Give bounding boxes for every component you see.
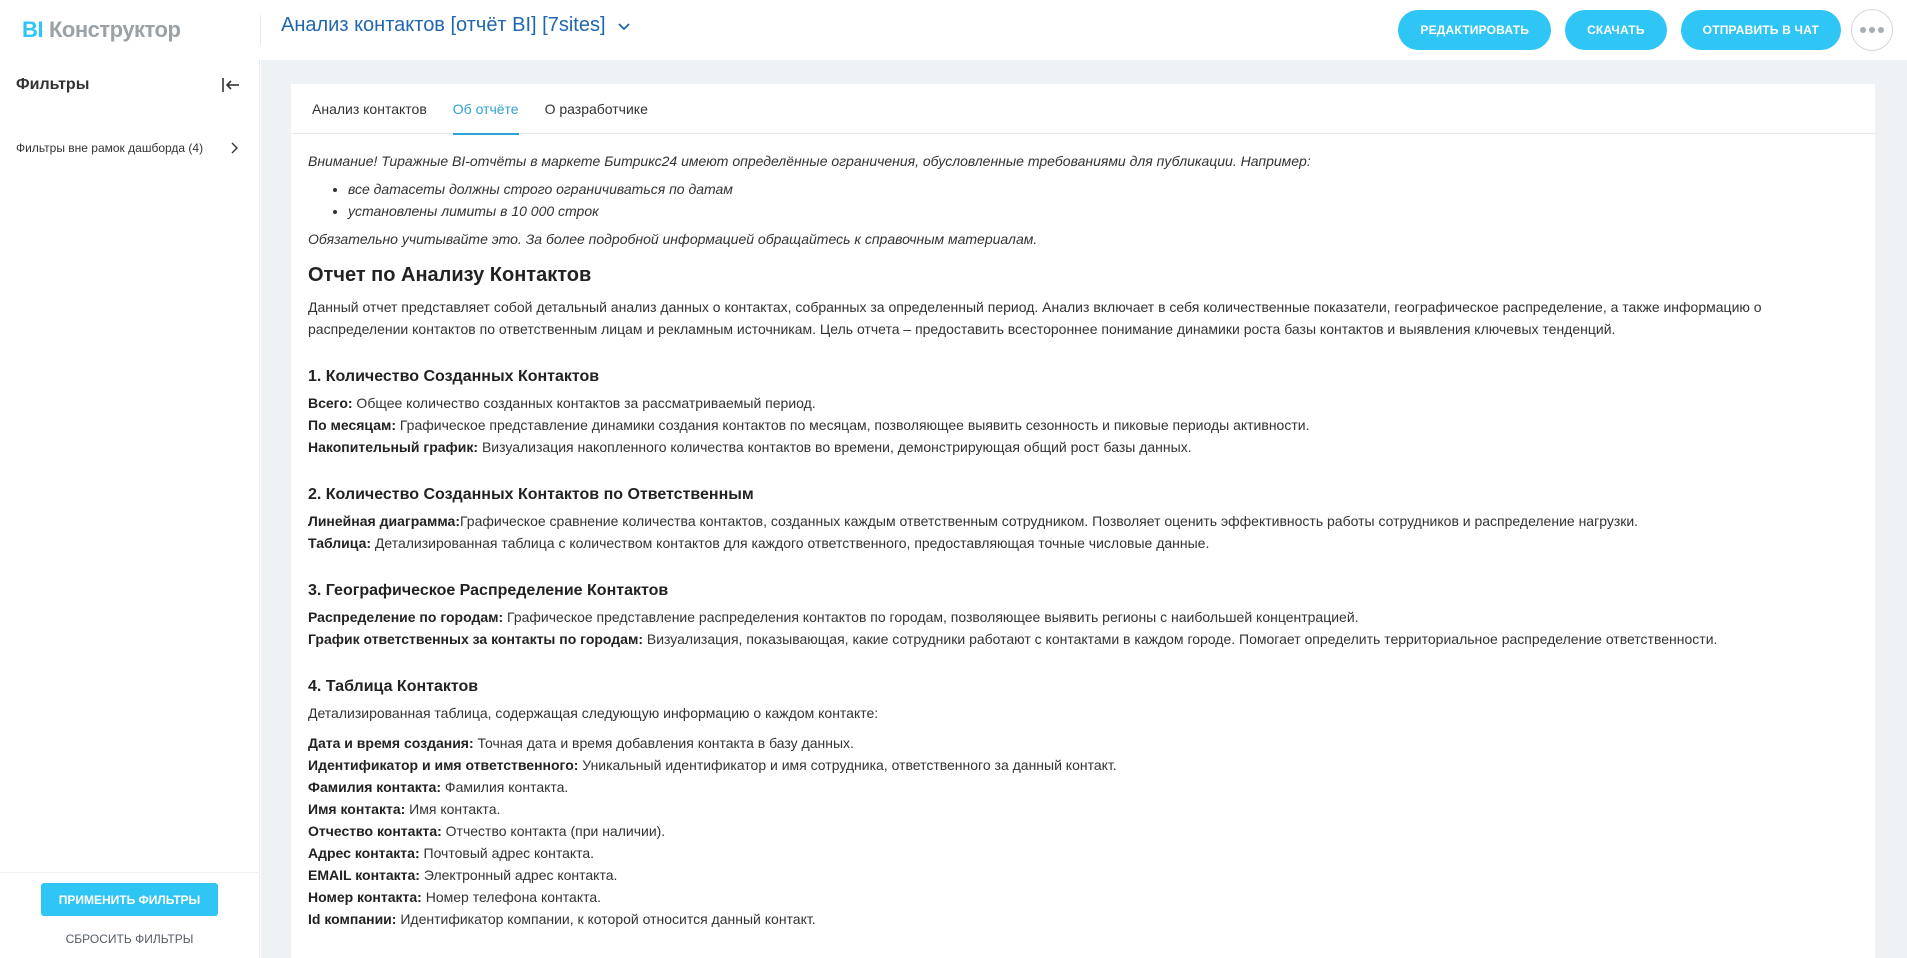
section-line: Всего: Общее количество созданных контактов за рассматриваемый период.	[308, 395, 816, 411]
section-line: Адрес контакта: Почтовый адрес контакта.	[308, 845, 595, 861]
section-line: Имя контакта: Имя контакта.	[308, 801, 501, 817]
header-divider	[260, 15, 261, 45]
section-line: Распределение по городам: Графическое представление распределения контактов по городам, позволяющее выявить регионы с наибольшей концентрацией.	[308, 609, 1359, 625]
section-intro: Детализированная таблица, содержащая следующую информацию о каждом контакте:	[308, 705, 879, 721]
contact-fields-list	[308, 732, 1853, 930]
top-header	[0, 0, 1907, 60]
list-item: • все датасеты должны строго ограничиваться по датам	[348, 178, 1853, 200]
report-title-dropdown[interactable]	[281, 14, 632, 37]
tab-about-developer[interactable]: О разработчике	[544, 101, 648, 117]
tab-about-report[interactable]: Об отчёте	[453, 84, 519, 134]
filters-title: Фильтры	[16, 76, 90, 93]
section-title: 3. Географическое Распределение Контактов	[308, 582, 669, 599]
header-actions	[1384, 9, 1893, 51]
page-title: Отчет по Анализу Контактов	[308, 264, 592, 286]
report-panel	[291, 84, 1875, 958]
tab-contacts-analysis[interactable]: Анализ контактов	[312, 101, 427, 117]
section-line: Дата и время создания: Точная дата и время добавления контакта в базу данных.	[308, 735, 854, 751]
notice-list	[348, 178, 1853, 222]
outside-filters-item[interactable]	[16, 138, 241, 159]
section-title: 2. Количество Созданных Контактов по Ответственным	[308, 486, 754, 503]
section-line: EMAIL контакта: Электронный адрес контакта.	[308, 867, 618, 883]
more-dots-icon	[1860, 27, 1866, 33]
section-line: Id компании: Идентификатор компании, к которой относится данный контакт.	[308, 911, 816, 927]
notice-text: Внимание! Тиражные BI-отчёты в маркете Битрикс24 имеют определённые ограничения, обусловленные требованиями для публикации. Например:	[308, 153, 1311, 169]
report-title: Анализ контактов [отчёт BI] [7sites]	[281, 14, 606, 36]
reset-filters-button[interactable]: СБРОСИТЬ ФИЛЬТРЫ	[41, 926, 218, 952]
chevron-right-icon	[227, 141, 241, 155]
logo[interactable]	[0, 0, 260, 60]
logo-text: Конструктор	[49, 17, 181, 42]
section-line: Отчество контакта: Отчество контакта (при наличии).	[308, 823, 666, 839]
report-tabs	[291, 84, 1875, 134]
logo-bi: BI	[22, 17, 43, 42]
section-title: 4. Таблица Контактов	[308, 678, 479, 695]
section-line: Линейная диаграмма:Графическое сравнение количества контактов, созданных каждым ответственным сотрудником. Позволяет оценить эффективность работы сотрудников и распределение нагрузки.	[308, 513, 1639, 529]
section-line: Фамилия контакта: Фамилия контакта.	[308, 779, 569, 795]
section-line: Идентификатор и имя ответственного: Уникальный идентификатор и имя сотрудника, ответственного за данный контакт.	[308, 757, 1117, 773]
more-button[interactable]	[1851, 9, 1893, 51]
section-line: Накопительный график: Визуализация накопленного количества контактов во времени, демонстрирующая общий рост базы данных.	[308, 439, 1192, 455]
filters-sidebar	[0, 60, 260, 958]
report-description	[308, 150, 1853, 930]
send-to-chat-button[interactable]: ОТПРАВИТЬ В ЧАТ	[1681, 10, 1841, 50]
section-line: По месяцам: Графическое представление динамики создания контактов по месяцам, позволяющее выявить сезонность и пиковые периоды активности.	[308, 417, 1310, 433]
outside-filters-label: Фильтры вне рамок дашборда (4)	[16, 141, 204, 155]
section-line: Номер контакта: Номер телефона контакта.	[308, 889, 602, 905]
section-line: Таблица: Детализированная таблица с количеством контактов для каждого ответственного, предоставляющая точные числовые данные.	[308, 535, 1210, 551]
section-title: 1. Количество Созданных Контактов	[308, 368, 600, 385]
intro-text: Данный отчет представляет собой детальный анализ данных о контактах, собранных за определенный период. Анализ включает в себя количественные показатели, географическое распределение, а также информацию о распределении контактов по ответственным лицам и рекламным источникам. Цель отчета – предоставить всестороннее понимание динамики роста базы контактов и выявления ключевых тенденций.	[308, 299, 1762, 337]
notice-footer: Обязательно учитывайте это. За более подробной информацией обращайтесь к справочным материалам.	[308, 231, 1038, 247]
download-button[interactable]: СКАЧАТЬ	[1565, 10, 1667, 50]
section-line: График ответственных за контакты по городам: Визуализация, показывающая, какие сотрудники работают с контактами в каждом городе. Помогает определить территориальное распределение ответственности.	[308, 631, 1718, 647]
edit-button[interactable]: РЕДАКТИРОВАТЬ	[1398, 10, 1551, 50]
filters-actions	[0, 872, 260, 958]
collapse-left-icon[interactable]	[220, 74, 242, 96]
apply-filters-button[interactable]: ПРИМЕНИТЬ ФИЛЬТРЫ	[41, 883, 218, 916]
list-item: • установлены лимиты в 10 000 строк	[348, 200, 1853, 222]
main-area	[261, 60, 1907, 958]
chevron-down-icon	[616, 18, 632, 34]
